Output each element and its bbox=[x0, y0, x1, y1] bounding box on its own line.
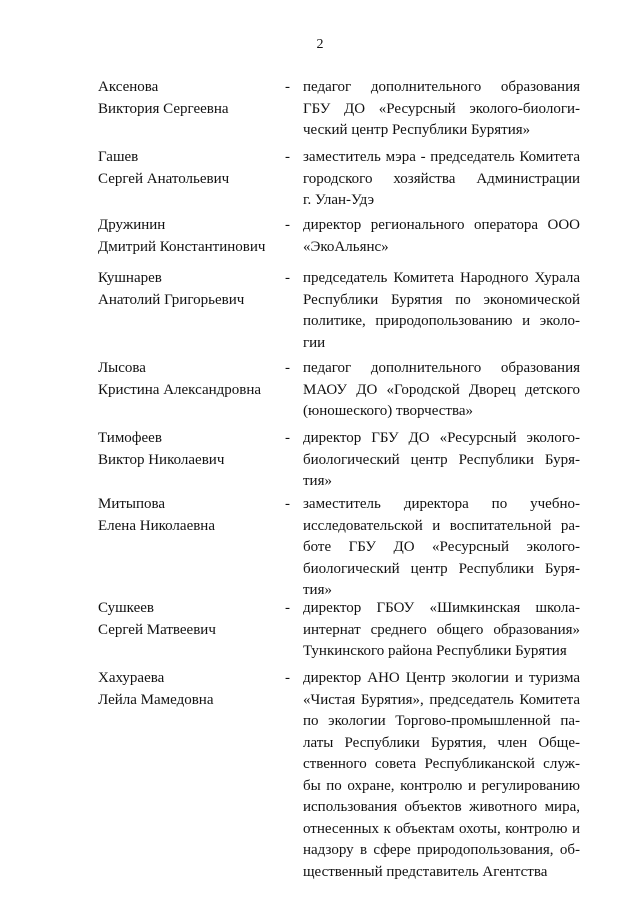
member-given-names: Анатолий Григорьевич bbox=[98, 291, 245, 308]
member-surname: Кушнарев bbox=[98, 270, 162, 286]
position-line: директор регионального оператора ООО bbox=[303, 217, 580, 233]
position-line: исследовательской и воспитательной ра- bbox=[303, 517, 580, 534]
member-position bbox=[303, 77, 580, 142]
position-line: педагог дополнительного образования bbox=[303, 79, 580, 95]
member-position bbox=[303, 147, 580, 212]
member-given-names: Кристина Александровна bbox=[98, 381, 262, 398]
position-line: тия» bbox=[303, 582, 332, 598]
entry-dash: - bbox=[285, 670, 290, 686]
member-given-names: Сергей Анатольевич bbox=[98, 170, 230, 187]
member-position bbox=[303, 428, 580, 493]
position-line: (юношеского) творчества» bbox=[303, 403, 474, 419]
position-line: «ЭкоАльянс» bbox=[303, 238, 389, 255]
position-line: МАОУ ДО «Городской Дворец детского bbox=[303, 381, 580, 398]
member-position bbox=[303, 215, 580, 258]
member-name bbox=[98, 598, 278, 641]
position-line: директор АНО Центр экологии и туризма bbox=[303, 670, 580, 686]
position-line: по экологии Торгово-промышленной па- bbox=[303, 713, 580, 729]
member-position bbox=[303, 268, 580, 354]
entry-dash: - bbox=[285, 79, 290, 95]
position-line: использования объектов животного мира, bbox=[303, 799, 580, 815]
member-surname: Аксенова bbox=[98, 79, 159, 95]
member-position bbox=[303, 598, 580, 663]
position-line: ГБУ ДО «Ресурсный эколого-биологи- bbox=[303, 100, 580, 117]
position-line: председатель Комитета Народного Хурала bbox=[303, 270, 580, 286]
member-given-names: Сергей Матвеевич bbox=[98, 621, 216, 638]
member-given-names: Виктор Николаевич bbox=[98, 451, 225, 468]
member-name bbox=[98, 268, 278, 311]
position-line: директор ГБУ ДО «Ресурсный эколого- bbox=[303, 430, 580, 446]
position-line: боте ГБУ ДО «Ресурсный эколого- bbox=[303, 539, 580, 555]
position-line: заместитель директора по учебно- bbox=[303, 496, 580, 512]
position-line: гии bbox=[303, 334, 326, 351]
position-line: директор ГБОУ «Шимкинская школа- bbox=[303, 600, 580, 616]
position-line: латы Республики Бурятия, член Обще- bbox=[303, 734, 580, 751]
position-line: биологический центр Республики Буря- bbox=[303, 560, 580, 577]
entry-dash: - bbox=[285, 217, 290, 233]
member-name bbox=[98, 77, 278, 120]
member-position bbox=[303, 668, 580, 883]
member-position bbox=[303, 358, 580, 423]
position-line: Республики Бурятия по экономической bbox=[303, 291, 580, 308]
member-name bbox=[98, 494, 278, 537]
position-line: политике, природопользованию и эколо- bbox=[303, 313, 580, 329]
member-name bbox=[98, 147, 278, 190]
position-line: педагог дополнительного образования bbox=[303, 360, 580, 376]
position-line: г. Улан-Удэ bbox=[303, 192, 375, 208]
position-line: надзору в сфере природопользования, об- bbox=[303, 842, 580, 858]
member-surname: Гашев bbox=[98, 149, 139, 165]
entry-dash: - bbox=[285, 360, 290, 376]
entry-dash: - bbox=[285, 270, 290, 286]
member-name bbox=[98, 428, 278, 471]
member-name bbox=[98, 668, 278, 711]
position-line: тия» bbox=[303, 473, 332, 489]
page-number: 2 bbox=[316, 37, 324, 52]
member-surname: Дружинин bbox=[98, 217, 166, 233]
member-name bbox=[98, 358, 278, 401]
position-line: ческий центр Республики Бурятия» bbox=[303, 122, 531, 138]
entry-dash: - bbox=[285, 600, 290, 616]
position-line: ственного совета Республиканской служ- bbox=[303, 756, 580, 772]
position-line: бы по охране, контролю и регулированию bbox=[303, 777, 580, 794]
entry-dash: - bbox=[285, 149, 290, 165]
member-surname: Сушкеев bbox=[98, 600, 154, 616]
position-line: биологический центр Республики Буря- bbox=[303, 451, 580, 468]
position-line: Тункинского района Республики Бурятия bbox=[303, 643, 567, 659]
member-given-names: Виктория Сергеевна bbox=[98, 100, 229, 117]
member-given-names: Лейла Мамедовна bbox=[98, 691, 214, 708]
position-line: городского хозяйства Администрации bbox=[303, 170, 580, 187]
position-line: заместитель мэра - председатель Комитета bbox=[303, 149, 580, 165]
entry-dash: - bbox=[285, 496, 290, 512]
member-given-names: Елена Николаевна bbox=[98, 517, 215, 534]
member-surname: Митыпова bbox=[98, 496, 166, 512]
member-surname: Тимофеев bbox=[98, 430, 162, 446]
member-position bbox=[303, 494, 580, 602]
entry-dash: - bbox=[285, 430, 290, 446]
member-surname: Лысова bbox=[98, 360, 146, 376]
position-line: отнесенных к объектам охоты, контролю и bbox=[303, 820, 580, 837]
position-line: «Чистая Бурятия», председатель Комитета bbox=[303, 691, 580, 708]
position-line: интернат среднего общего образования» bbox=[303, 621, 580, 638]
member-name bbox=[98, 215, 278, 258]
position-line: щественный представитель Агентства bbox=[303, 863, 548, 880]
member-surname: Хахураева bbox=[98, 670, 165, 686]
member-given-names: Дмитрий Константинович bbox=[98, 238, 266, 255]
